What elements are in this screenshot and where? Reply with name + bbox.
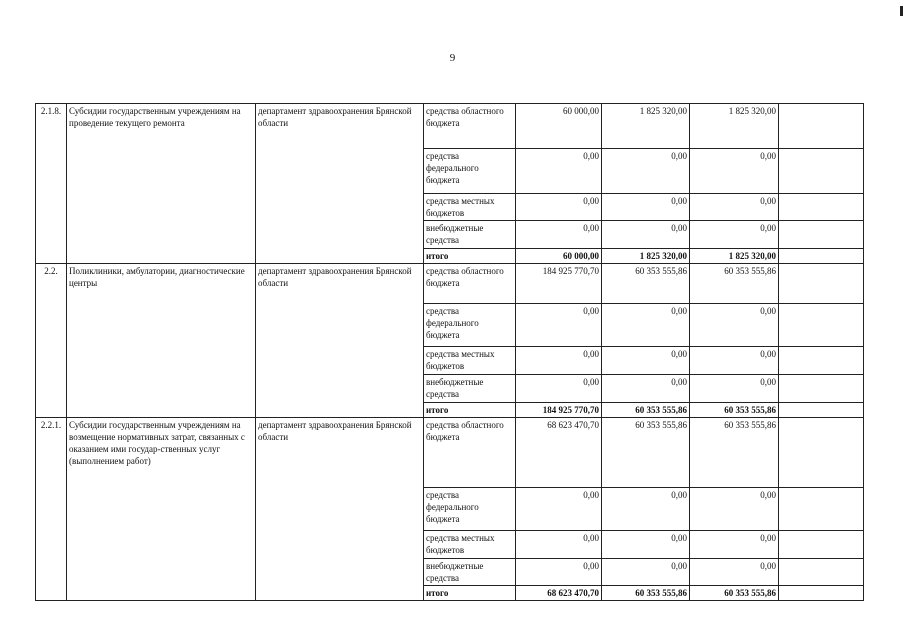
table-row xyxy=(36,418,864,488)
amount-1: 0,00 xyxy=(516,149,602,194)
amount-3: 0,00 xyxy=(690,488,779,531)
scan-edge-mark xyxy=(900,6,903,16)
amount-2: 0,00 xyxy=(602,304,690,347)
funding-source: средства областного бюджета xyxy=(424,418,516,488)
funding-source: средства местных бюджетов xyxy=(424,531,516,559)
amount-3: 0,00 xyxy=(690,304,779,347)
funding-source: средства областного бюджета xyxy=(424,104,516,149)
funding-source: внебюджетные средства xyxy=(424,375,516,403)
amount-2: 0,00 xyxy=(602,347,690,375)
amount-2: 60 353 555,86 xyxy=(602,418,690,488)
empty-cell xyxy=(779,264,864,304)
total-amount-2: 1 825 320,00 xyxy=(602,249,690,264)
amount-3: 0,00 xyxy=(690,531,779,559)
executor: департамент здравоохранения Брянской области xyxy=(256,104,424,264)
measure-name: Субсидии государственным учреждениям на возмещение нормативных затрат, связанных с оказанием ими государ-ственных услуг (выполнением работ) xyxy=(67,418,256,601)
funding-source: внебюджетные средства xyxy=(424,221,516,249)
empty-cell xyxy=(779,249,864,264)
amount-1: 0,00 xyxy=(516,559,602,586)
total-amount-2: 60 353 555,86 xyxy=(602,586,690,601)
amount-3: 0,00 xyxy=(690,559,779,586)
row-number: 2.1.8. xyxy=(36,104,67,264)
amount-3: 60 353 555,86 xyxy=(690,264,779,304)
table-row xyxy=(36,264,864,304)
amount-2: 0,00 xyxy=(602,221,690,249)
total-amount-3: 60 353 555,86 xyxy=(690,403,779,418)
total-amount-1: 184 925 770,70 xyxy=(516,403,602,418)
total-amount-3: 1 825 320,00 xyxy=(690,249,779,264)
funding-source: средства федерального бюджета xyxy=(424,149,516,194)
row-number: 2.2. xyxy=(36,264,67,418)
amount-1: 0,00 xyxy=(516,221,602,249)
funding-source: средства федерального бюджета xyxy=(424,488,516,531)
page-number: 9 xyxy=(449,52,456,64)
empty-cell xyxy=(779,559,864,586)
measure-name: Поликлиники, амбулатории, диагностические центры xyxy=(67,264,256,418)
budget-table xyxy=(35,103,864,601)
amount-2: 0,00 xyxy=(602,149,690,194)
funding-source: средства федерального бюджета xyxy=(424,304,516,347)
amount-1: 68 623 470,70 xyxy=(516,418,602,488)
empty-cell xyxy=(779,194,864,221)
executor: департамент здравоохранения Брянской области xyxy=(256,418,424,601)
amount-2: 0,00 xyxy=(602,194,690,221)
empty-cell xyxy=(779,375,864,403)
amount-1: 0,00 xyxy=(516,194,602,221)
funding-source: средства областного бюджета xyxy=(424,264,516,304)
measure-name: Субсидии государственным учреждениям на проведение текущего ремонта xyxy=(67,104,256,264)
empty-cell xyxy=(779,488,864,531)
total-label: итого xyxy=(424,586,516,601)
amount-2: 0,00 xyxy=(602,375,690,403)
amount-2: 0,00 xyxy=(602,488,690,531)
empty-cell xyxy=(779,104,864,149)
amount-1: 0,00 xyxy=(516,304,602,347)
empty-cell xyxy=(779,347,864,375)
funding-source: средства местных бюджетов xyxy=(424,347,516,375)
amount-2: 60 353 555,86 xyxy=(602,264,690,304)
empty-cell xyxy=(779,403,864,418)
amount-1: 60 000,00 xyxy=(516,104,602,149)
amount-1: 0,00 xyxy=(516,347,602,375)
amount-3: 0,00 xyxy=(690,221,779,249)
empty-cell xyxy=(779,149,864,194)
empty-cell xyxy=(779,221,864,249)
amount-3: 0,00 xyxy=(690,347,779,375)
total-amount-2: 60 353 555,86 xyxy=(602,403,690,418)
amount-3: 0,00 xyxy=(690,194,779,221)
funding-source: внебюджетные средства xyxy=(424,559,516,586)
row-number: 2.2.1. xyxy=(36,418,67,601)
funding-source: средства местных бюджетов xyxy=(424,194,516,221)
executor: департамент здравоохранения Брянской области xyxy=(256,264,424,418)
empty-cell xyxy=(779,304,864,347)
total-label: итого xyxy=(424,249,516,264)
total-label: итого xyxy=(424,403,516,418)
empty-cell xyxy=(779,586,864,601)
amount-3: 0,00 xyxy=(690,149,779,194)
amount-1: 0,00 xyxy=(516,531,602,559)
empty-cell xyxy=(779,531,864,559)
total-amount-1: 68 623 470,70 xyxy=(516,586,602,601)
total-amount-1: 60 000,00 xyxy=(516,249,602,264)
amount-3: 1 825 320,00 xyxy=(690,104,779,149)
empty-cell xyxy=(779,418,864,488)
amount-3: 60 353 555,86 xyxy=(690,418,779,488)
amount-1: 0,00 xyxy=(516,375,602,403)
amount-2: 0,00 xyxy=(602,531,690,559)
amount-3: 0,00 xyxy=(690,375,779,403)
amount-2: 0,00 xyxy=(602,559,690,586)
total-amount-3: 60 353 555,86 xyxy=(690,586,779,601)
table-row xyxy=(36,104,864,149)
amount-1: 184 925 770,70 xyxy=(516,264,602,304)
amount-2: 1 825 320,00 xyxy=(602,104,690,149)
amount-1: 0,00 xyxy=(516,488,602,531)
